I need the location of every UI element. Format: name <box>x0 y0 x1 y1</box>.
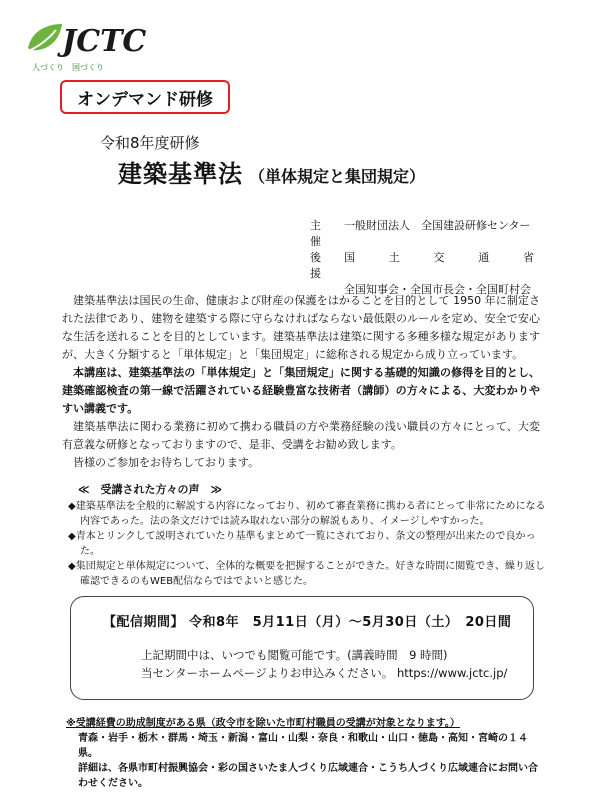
participant-voices <box>68 482 548 589</box>
subsidy-heading: ※受講経費の助成制度がある県（政令市を除いた市町村職員の受講が対象となります。） <box>66 718 460 729</box>
subsidy-note <box>66 716 546 791</box>
jctc-logo <box>22 18 147 78</box>
support-row <box>310 250 554 282</box>
subsidy-contact: 詳細は、各県市町村振興協会・彩の国さいたま人づくり広域連合・こうち人づくり広域連合にお問い合わせください。 <box>78 763 538 789</box>
logo-tagline: 人づくり 国づくり <box>32 63 104 72</box>
leaf-logo-icon <box>22 18 66 62</box>
host-label: 主 催 <box>310 219 340 248</box>
page-title <box>118 154 425 189</box>
viewing-note: 上記期間中は、いつでも閲覧可能です。(講義時間 9 時間) <box>141 648 448 662</box>
voices-heading: ≪ 受講された方々の声 ≫ <box>78 483 223 496</box>
delivery-period: 【配信期間】 令和8年 5月11日（月）～5月30日（土） 20日間 <box>103 615 512 630</box>
paragraph-3: 建築基準法に関わる業務に初めて携わる職員の方や業務経験の浅い職員の方々にとって、大変有意義な研修となっておりますので、是非、受講をお勧め致します。 <box>62 420 540 451</box>
support-name-2: 全国知事会・全国市長会・全国町村会 <box>344 283 531 296</box>
on-demand-badge: オンデマンド研修 <box>60 80 230 114</box>
host-name: 一般財団法人 全国建設研修センター <box>344 219 531 232</box>
organizers <box>310 218 554 298</box>
subsidy-prefectures: 青森・岩手・栃木・群馬・埼玉・新潟・富山・山梨・奈良・和歌山・山口・徳島・高知・宮崎の１４県。 <box>78 733 528 759</box>
title-subtitle: （単体規定と集団規定） <box>249 167 426 186</box>
support-label: 後 援 <box>310 251 340 280</box>
host-row <box>310 218 554 250</box>
paragraph-2: 本講座は、建築基準法の「単体規定」と「集団規定」に関する基礎的知識の修得を目的とし、建築確認検査の第一線で活躍されている経験豊富な技術者（講師）の方々による、大変わかりやすい講義です。 <box>62 366 540 415</box>
title-main: 建築基準法 <box>118 160 243 188</box>
logo-text: JCTC <box>62 24 147 59</box>
voice-item: ◆集団規定と単体規定について、全体的な概要を把握することができた。好きな時間に閲覧でき、繰り返し確認できるのもWEB配信ならではでよいと感じた。 <box>68 561 545 587</box>
delivery-info-box <box>70 596 534 700</box>
voice-item: ◆青本とリンクして説明されていたり基準もまとめて一覧にされており、条文の整理が出来たので良かった。 <box>68 531 536 557</box>
application-note: 当センターホームページよりお申込みください。 https://www.jctc.jp/ <box>141 666 508 680</box>
description <box>62 292 540 472</box>
year-label: 令和8年度研修 <box>100 134 200 152</box>
support-name: 国 土 交 通 省 <box>344 251 534 264</box>
voice-item: ◆建築基準法を全般的に解説する内容になっており、初めて審査業務に携わる者にとって非常にためになる内容であった。法の条文だけでは読み取れない部分の解説もあり、イメージしやすかった。 <box>68 501 546 527</box>
paragraph-1: 建築基準法は国民の生命、健康および財産の保護をはかることを目的として 1950 年に制定された法律であり、建物を建築する際に守らなければならない最低限のルールを定め、安全で安心な生活を送れることを目的としています。建築基準法は建築に関する多種多様な規定がありますが、大きく分類すると「単体規定」と「集団規定」に総称される規定から成り立っています。 <box>62 294 540 361</box>
paragraph-4: 皆様のご参加をお待ちしております。 <box>73 456 260 469</box>
